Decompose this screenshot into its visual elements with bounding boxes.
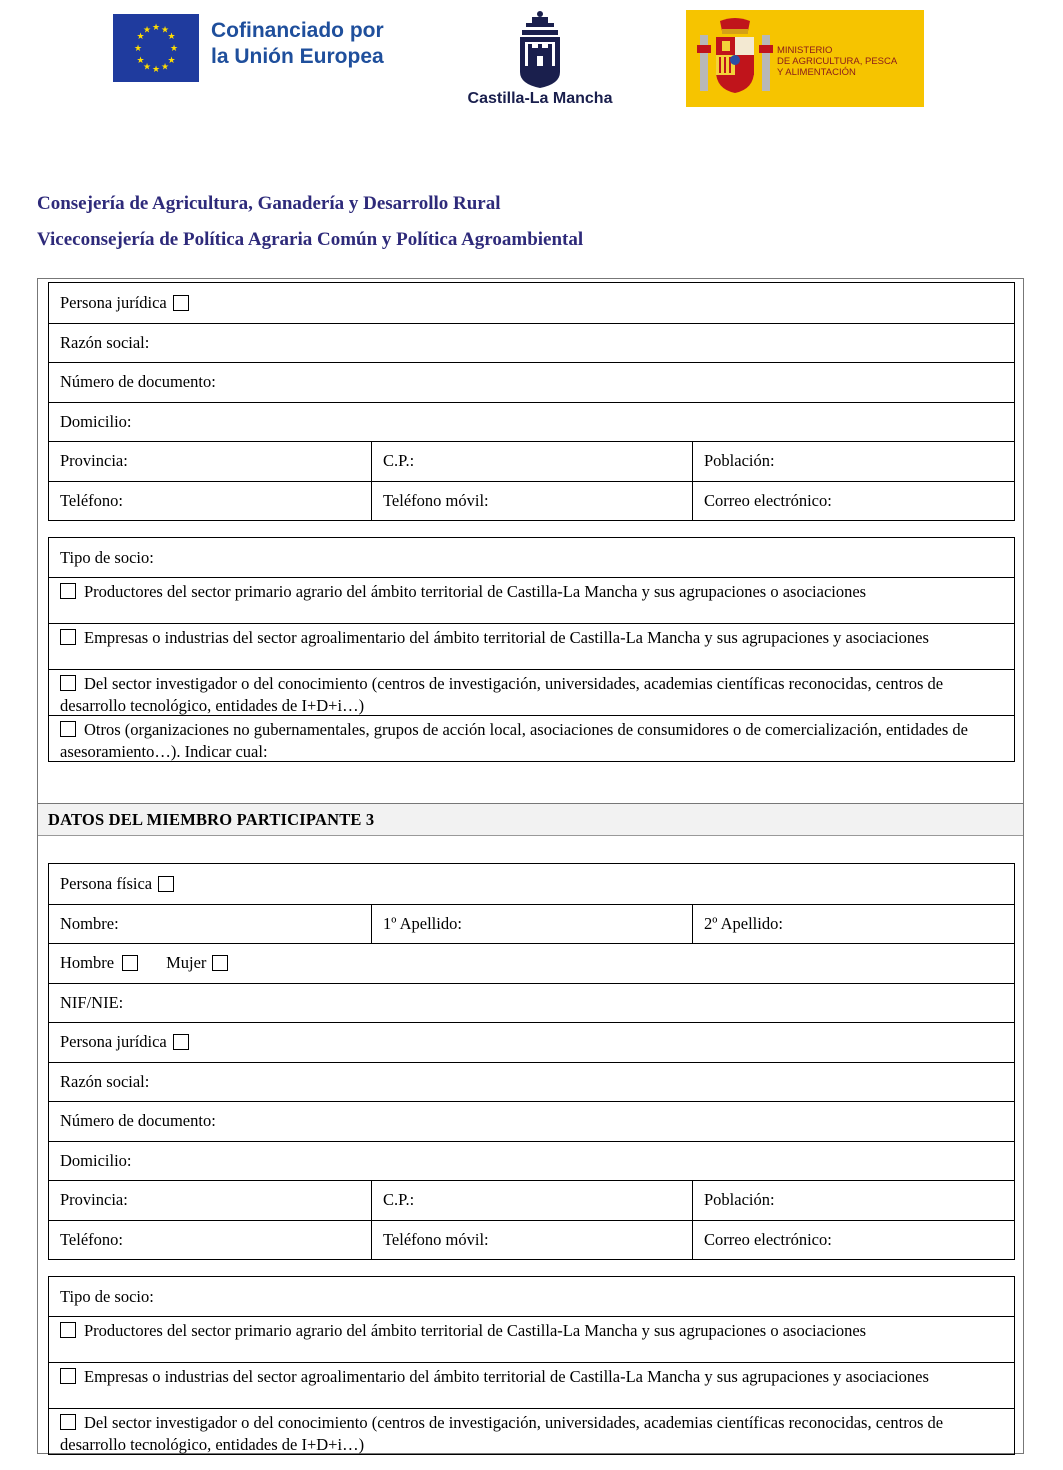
table-row [49, 1062, 1014, 1102]
castle-emblem-icon [462, 8, 622, 88]
telefono-field[interactable]: Teléfono: [60, 1229, 123, 1249]
legal-entity-table [48, 282, 1015, 521]
table-row [49, 538, 1014, 577]
ministry-line2: DE AGRICULTURA, PESCA [777, 56, 898, 67]
svg-text:★: ★ [160, 25, 170, 36]
numero-documento-field[interactable]: Número de documento: [60, 1111, 216, 1131]
section-header-member-3: DATOS DEL MIEMBRO PARTICIPANTE 3 [38, 803, 1023, 836]
ministry-logo [686, 10, 924, 107]
table-row [49, 441, 1014, 481]
eu-flag-icon [113, 14, 199, 82]
partner-option-row [49, 1316, 1014, 1362]
razon-social-field[interactable]: Razón social: [60, 1071, 150, 1091]
table-row [49, 1141, 1014, 1181]
svg-text:★: ★ [142, 62, 152, 73]
partner-option-row [49, 1408, 1014, 1454]
partner-option-label: Empresas o industrias del sector agroalimentario del ámbito territorial de Castilla-La Mancha y sus agrupaciones y asociaciones [84, 1367, 929, 1386]
hombre-label: Hombre [60, 953, 115, 973]
persona-juridica-label: Persona jurídica [60, 292, 167, 312]
persona-fisica-label: Persona física [60, 873, 153, 893]
svg-text:★: ★ [142, 25, 152, 36]
table-row [49, 323, 1014, 363]
domicilio-field[interactable]: Domicilio: [60, 411, 132, 431]
eu-logo-line1: Cofinanciado por [211, 19, 384, 42]
correo-field[interactable]: Correo electrónico: [692, 1221, 1014, 1260]
apellido2-field[interactable]: 2º Apellido: [692, 905, 1014, 944]
partner-option-row [49, 623, 1014, 669]
table-row [49, 1180, 1014, 1220]
castilla-la-mancha-label: Castilla-La Mancha [467, 90, 613, 107]
castilla-la-mancha-logo [462, 8, 622, 112]
partner-option-checkbox[interactable] [60, 629, 76, 645]
partner-option-checkbox[interactable] [60, 721, 76, 737]
partner-option-checkbox[interactable] [60, 675, 76, 691]
persona-juridica-label: Persona jurídica [60, 1032, 167, 1052]
table-row [49, 864, 1014, 904]
nombre-field[interactable]: Nombre: [60, 913, 119, 933]
partner-option-checkbox[interactable] [60, 1414, 76, 1430]
telefono-movil-field[interactable]: Teléfono móvil: [371, 1221, 692, 1260]
persona-juridica-checkbox[interactable] [173, 295, 189, 311]
svg-text:★: ★ [169, 44, 179, 54]
correo-field[interactable]: Correo electrónico: [692, 482, 1014, 521]
domicilio-field[interactable]: Domicilio: [60, 1150, 132, 1170]
persona-fisica-checkbox[interactable] [158, 876, 174, 892]
consejeria-heading: Consejería de Agricultura, Ganadería y Desarrollo Rural [37, 193, 501, 214]
table-row [49, 983, 1014, 1023]
table-row [49, 1277, 1014, 1316]
razon-social-field[interactable]: Razón social: [60, 332, 150, 352]
persona-juridica-checkbox[interactable] [173, 1034, 189, 1050]
partner-option-row [49, 715, 1014, 761]
partner-option-row [49, 1362, 1014, 1408]
partner-option-checkbox[interactable] [60, 1322, 76, 1338]
svg-text:★: ★ [133, 44, 143, 54]
mujer-checkbox[interactable] [212, 955, 228, 971]
svg-text:★: ★ [160, 62, 170, 73]
partner-type-table-member3 [48, 1276, 1015, 1455]
nif-field[interactable]: NIF/NIE: [60, 992, 124, 1012]
svg-text:★: ★ [136, 56, 145, 66]
svg-text:★: ★ [167, 32, 176, 42]
partner-option-label: Otros (organizaciones no gubernamentales, grupos de acción local, asociaciones de consumidores o de comercialización, entidades de asesoramiento…). Indicar cual: [60, 720, 968, 761]
partner-option-checkbox[interactable] [60, 583, 76, 599]
member3-table [48, 863, 1015, 1260]
poblacion-field[interactable]: Población: [692, 442, 1014, 481]
table-row [49, 943, 1014, 983]
poblacion-field[interactable]: Población: [692, 1181, 1014, 1220]
provincia-field[interactable]: Provincia: [60, 451, 128, 471]
partner-option-label: Empresas o industrias del sector agroalimentario del ámbito territorial de Castilla-La Mancha y sus agrupaciones y asociaciones [84, 628, 929, 647]
svg-text:★: ★ [136, 32, 145, 42]
provincia-field[interactable]: Provincia: [60, 1190, 128, 1210]
partner-option-label: Productores del sector primario agrario del ámbito territorial de Castilla-La Mancha y sus agrupaciones o asociaciones [84, 582, 867, 601]
cp-field[interactable]: C.P.: [371, 442, 692, 481]
numero-documento-field[interactable]: Número de documento: [60, 372, 216, 392]
table-row [49, 283, 1014, 323]
ministry-line1: MINISTERIO [777, 45, 833, 56]
table-row [49, 362, 1014, 402]
partner-option-row [49, 669, 1014, 715]
ministry-line3: Y ALIMENTACIÓN [777, 67, 856, 78]
table-row [49, 1220, 1014, 1260]
eu-cofinancing-logo [113, 14, 403, 82]
telefono-movil-field[interactable]: Teléfono móvil: [371, 482, 692, 521]
svg-text:★: ★ [151, 65, 161, 75]
partner-option-label: Productores del sector primario agrario del ámbito territorial de Castilla-La Mancha y sus agrupaciones o asociaciones [84, 1321, 867, 1340]
svg-text:★: ★ [151, 23, 161, 33]
tipo-socio-title: Tipo de socio: [60, 1286, 154, 1306]
table-row [49, 402, 1014, 442]
table-row [49, 1022, 1014, 1062]
partner-option-checkbox[interactable] [60, 1368, 76, 1384]
table-row [49, 904, 1014, 944]
partner-option-row [49, 577, 1014, 623]
eu-logo-line2: la Unión Europea [211, 45, 384, 68]
apellido1-field[interactable]: 1º Apellido: [371, 905, 692, 944]
partner-option-label: Del sector investigador o del conocimiento (centros de investigación, universidades, academias científicas reconocidas, centros de desarrollo tecnológico, entidades de I+D+i…) [60, 674, 944, 715]
viceconsejeria-heading: Viceconsejería de Política Agraria Común y Política Agroambiental [37, 229, 584, 250]
table-row [49, 481, 1014, 521]
telefono-field[interactable]: Teléfono: [60, 490, 123, 510]
cp-field[interactable]: C.P.: [371, 1181, 692, 1220]
spain-coat-of-arms-icon [696, 15, 776, 105]
svg-text:★: ★ [167, 56, 176, 66]
hombre-checkbox[interactable] [122, 955, 138, 971]
mujer-label: Mujer [166, 953, 207, 973]
tipo-socio-title: Tipo de socio: [60, 547, 154, 567]
table-row [49, 1101, 1014, 1141]
partner-option-label: Del sector investigador o del conocimiento (centros de investigación, universidades, academias científicas reconocidas, centros de desarrollo tecnológico, entidades de I+D+i…) [60, 1413, 944, 1454]
partner-type-table [48, 537, 1015, 762]
